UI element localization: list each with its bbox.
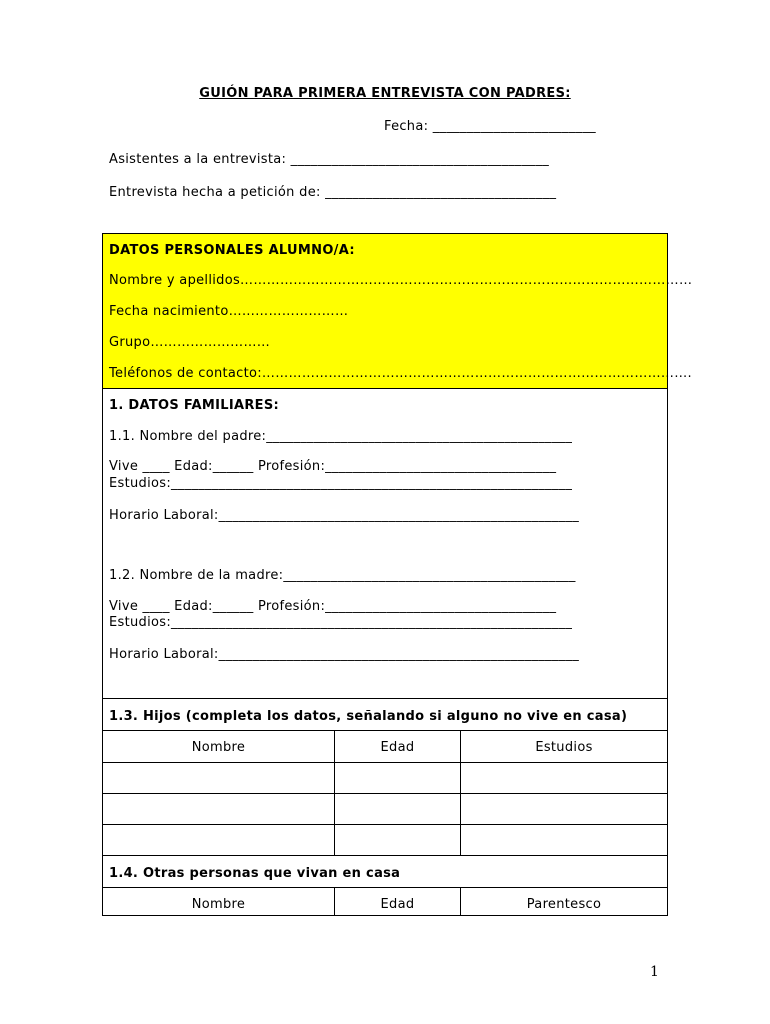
personal-data-heading: DATOS PERSONALES ALUMNO/A: bbox=[109, 243, 355, 258]
otras-heading: 1.4. Otras personas que vivan en casa bbox=[109, 866, 401, 881]
page-number: 1 bbox=[650, 964, 659, 980]
nombre-apellidos-field[interactable]: Nombre y apellidos………………………………………………………………………………………… bbox=[109, 273, 693, 288]
otras-col-nombre: Nombre bbox=[191, 897, 246, 912]
padre-horario-field[interactable]: Horario Laboral:_____________________________________________________ bbox=[109, 508, 579, 523]
column-divider bbox=[460, 887, 461, 915]
divider bbox=[103, 824, 667, 825]
madre-nombre-field[interactable]: 1.2. Nombre de la madre:___________________________________________ bbox=[109, 568, 576, 583]
padre-nombre-field[interactable]: 1.1. Nombre del padre:_____________________________________________ bbox=[109, 429, 573, 444]
telefonos-field[interactable]: Teléfonos de contacto:……………………………………………………………………………………. bbox=[109, 366, 692, 381]
column-divider bbox=[334, 887, 335, 915]
hijos-heading: 1.3. Hijos (completa los datos, señalando si alguno no vive en casa) bbox=[109, 709, 628, 724]
page-title: GUIÓN PARA PRIMERA ENTREVISTA CON PADRES: bbox=[199, 86, 571, 101]
hijos-col-nombre: Nombre bbox=[191, 740, 246, 755]
otras-col-edad: Edad bbox=[380, 897, 415, 912]
divider bbox=[103, 855, 667, 856]
divider bbox=[103, 887, 667, 888]
divider bbox=[103, 698, 667, 699]
madre-vive-field[interactable]: Vive ____ Edad:______ Profesión:__________________________________ bbox=[109, 599, 557, 614]
madre-horario-field[interactable]: Horario Laboral:_____________________________________________________ bbox=[109, 647, 579, 662]
family-data-heading: 1. DATOS FAMILIARES: bbox=[109, 398, 280, 413]
divider bbox=[103, 730, 667, 731]
divider bbox=[103, 793, 667, 794]
peticion-field[interactable]: Entrevista hecha a petición de: __________________________________ bbox=[109, 185, 557, 200]
madre-estudios-field[interactable]: Estudios:___________________________________________________________ bbox=[109, 615, 573, 630]
divider bbox=[103, 762, 667, 763]
fecha-field[interactable]: Fecha: ________________________ bbox=[384, 119, 596, 134]
personal-data-section bbox=[103, 234, 693, 389]
padre-vive-field[interactable]: Vive ____ Edad:______ Profesión:__________________________________ bbox=[109, 459, 557, 474]
asistentes-field[interactable]: Asistentes a la entrevista: ______________________________________ bbox=[109, 152, 550, 167]
hijos-col-estudios: Estudios bbox=[535, 740, 593, 755]
grupo-field[interactable]: Grupo……………………… bbox=[109, 335, 271, 350]
padre-estudios-field[interactable]: Estudios:___________________________________________________________ bbox=[109, 476, 573, 491]
hijos-col-edad: Edad bbox=[380, 740, 415, 755]
fecha-nacimiento-field[interactable]: Fecha nacimiento……………………… bbox=[109, 304, 349, 319]
column-divider bbox=[334, 730, 335, 855]
column-divider bbox=[460, 730, 461, 855]
form-frame bbox=[102, 233, 693, 916]
otras-col-parentesco: Parentesco bbox=[526, 897, 602, 912]
